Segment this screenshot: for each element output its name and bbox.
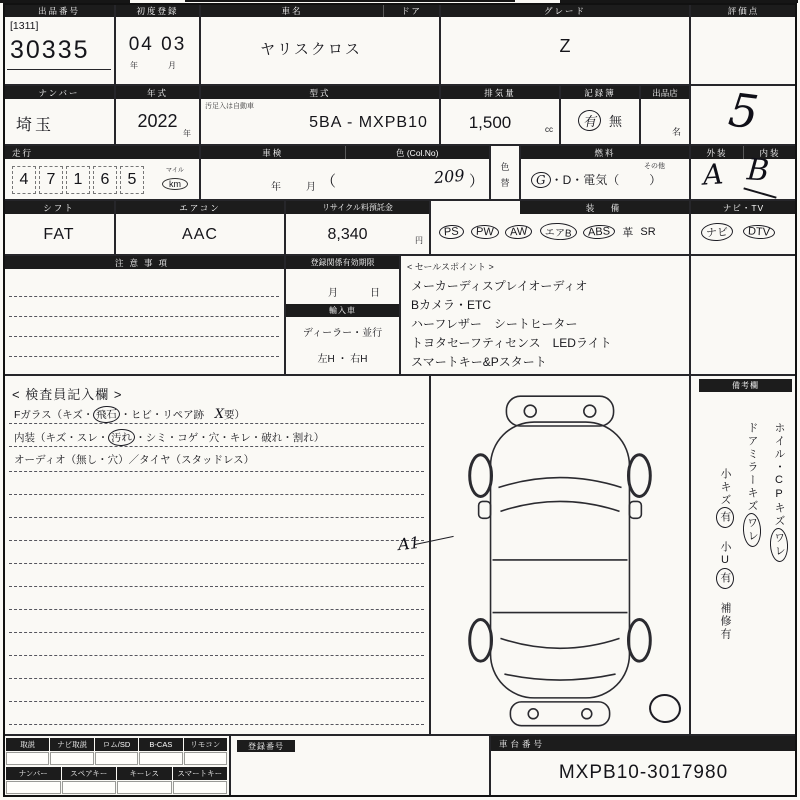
manual-label: 取説 <box>6 738 49 751</box>
model-code-header: 型式 <box>201 86 439 99</box>
front-glass-line <box>14 406 245 423</box>
registration-expiry-cell <box>285 255 400 375</box>
notes-cell <box>3 255 285 375</box>
value-box <box>6 752 49 765</box>
shop-header: 出品店 <box>641 86 689 99</box>
remark-present-circled: 有 <box>715 568 734 590</box>
record-no: 無 <box>609 114 623 129</box>
value-box <box>139 752 182 765</box>
sales-point: Bカメラ・ETC <box>411 298 492 312</box>
dashed-line <box>9 471 424 472</box>
smart-key-label: スマートキー <box>173 767 228 780</box>
dashed-line <box>9 655 424 656</box>
first-registration-header: 初度登録 <box>116 4 199 17</box>
dashed-line <box>9 296 279 297</box>
exterior-grade-hand: A <box>701 157 725 192</box>
dashed-line <box>9 494 424 495</box>
import-car-header: 輸入車 <box>286 304 399 317</box>
rom-sd-label: ロム/SD <box>95 738 138 751</box>
dashed-line <box>9 632 424 633</box>
dashed-line <box>9 586 424 587</box>
notes-header: 注意事項 <box>4 256 284 269</box>
spare-key-label: スペアキー <box>62 767 117 780</box>
equipment-navi: ナビ <box>701 222 734 242</box>
inspection-header: 車検 <box>262 147 284 158</box>
accessories-grid-cell <box>3 735 230 797</box>
value-box <box>184 752 227 765</box>
sales-point: トヨタセーフティセンス LEDライト <box>411 336 612 350</box>
model-code-value: 5BA - MXPB10 <box>309 114 428 131</box>
grade-cell <box>440 3 690 85</box>
mileage-digit: 4 <box>12 166 36 194</box>
inspection-month-label: 月 <box>306 182 316 193</box>
recycle-fee-header: リサイクル料預託金 <box>286 201 429 214</box>
color-change-char1: 色 <box>500 162 510 172</box>
car-top-view-diagram <box>431 376 689 734</box>
bcas-label: B-CAS <box>139 738 182 751</box>
equipment-leather: 革 <box>622 226 634 239</box>
nav-manual-label: ナビ取説 <box>50 738 93 751</box>
recycle-fee-cell <box>285 200 430 255</box>
km-label: km <box>162 178 188 190</box>
mileage-digit: 1 <box>66 166 90 194</box>
sales-point: スマートキー&Pスタート <box>411 355 547 369</box>
fuel-options <box>531 171 661 188</box>
value-box <box>62 781 117 794</box>
remark-text: 小キズ <box>719 468 731 507</box>
grade-header: グレード <box>441 4 689 17</box>
expiry-day-label: 日 <box>370 288 380 299</box>
equipment-abs: ABS <box>583 224 616 240</box>
chassis-number-value: MXPB10-3017980 <box>558 762 729 783</box>
mileage-digit: 6 <box>93 166 117 194</box>
model-note: 汚足入は自動車 <box>205 103 254 110</box>
displacement-cell <box>440 85 560 145</box>
equipment-airbag: エアB <box>539 222 577 241</box>
handwritten-score: 5 <box>725 82 762 140</box>
mile-label: マイル <box>166 168 184 174</box>
interior-header: 内装 <box>743 146 796 159</box>
car-name-cell <box>200 3 440 85</box>
record-yes-circled: 有 <box>577 109 601 131</box>
hand-stroke <box>743 187 776 198</box>
car-name-header: 車名 <box>281 5 303 16</box>
equipment-cell <box>430 200 690 255</box>
remote-label: リモコン <box>184 738 227 751</box>
aircon-header: エアコン <box>116 201 284 214</box>
remark-line <box>716 422 734 722</box>
fuel-options-text: ・D・電気（ <box>550 173 620 187</box>
plate-label: ナンバー <box>6 767 61 780</box>
color-no-header: 色 (Col.No) <box>345 146 490 159</box>
color-change-char2: 替 <box>500 178 510 188</box>
aircon-value: AAC <box>182 226 218 243</box>
underline <box>7 69 111 70</box>
remark-line <box>770 422 788 722</box>
dashed-line <box>9 517 424 518</box>
chassis-number-cell <box>490 735 797 797</box>
inspection-header-bar <box>201 146 489 159</box>
remarks-vertical-text <box>707 422 788 722</box>
auction-number-cell <box>3 3 115 85</box>
equipment-aw: AW <box>505 224 533 239</box>
remark-text: 補修有 <box>719 589 731 641</box>
interior-line <box>14 429 324 446</box>
shift-cell <box>3 200 115 255</box>
dashed-line <box>9 446 424 447</box>
audio-tire-line: オーディオ（無し・穴）／タイヤ（スタッドレス） <box>14 454 255 466</box>
recycle-fee-value: 8,340 <box>327 226 368 243</box>
accessories-row2-values <box>6 781 227 794</box>
grade-value: Z <box>559 36 571 56</box>
remark-text: 小U <box>719 528 731 568</box>
fuel-close-paren: ） <box>649 173 662 187</box>
first-reg-year-unit: 年 <box>130 61 138 70</box>
car-name: ヤリスクロス <box>260 41 362 58</box>
mileage-cell <box>3 145 200 200</box>
first-registration-cell <box>115 3 200 85</box>
equipment-nav-cell <box>690 200 797 255</box>
km-badge <box>156 165 194 192</box>
door-header: ドア <box>383 4 439 17</box>
remark-crack-circled: ワレ <box>742 513 762 548</box>
glass-text-post: 要） <box>223 409 245 421</box>
dashed-line <box>9 701 424 702</box>
value-box <box>50 752 93 765</box>
displacement-header: 排気量 <box>441 86 559 99</box>
fuel-gasoline-circled: G <box>531 171 551 188</box>
glass-x-mark: X <box>214 407 224 422</box>
color-change-cell <box>490 145 520 200</box>
shift-value: FAT <box>43 226 75 243</box>
mileage-header: 走行 <box>4 146 199 159</box>
registration-number-cell <box>230 735 490 797</box>
glass-text-pre: Fガラス（キズ・ <box>14 409 94 421</box>
equipment-sr: SR <box>640 225 656 238</box>
dashed-line <box>9 678 424 679</box>
equipment-ps: PS <box>439 224 464 239</box>
dashed-line <box>9 540 424 541</box>
remark-present-circled: 有 <box>715 507 734 529</box>
remark-line <box>743 422 761 722</box>
score-header: 評価点 <box>691 4 796 17</box>
keyless-label: キーレス <box>117 767 172 780</box>
first-reg-month-unit: 月 <box>168 61 176 70</box>
dashed-line <box>9 724 424 725</box>
exterior-header: 外装 <box>706 147 728 158</box>
dashed-line <box>9 563 424 564</box>
accessories-row2-labels <box>6 767 227 780</box>
value-box <box>173 781 228 794</box>
remarks-cell <box>690 375 797 735</box>
paren-close: ） <box>469 173 485 190</box>
model-year-header: 年式 <box>116 86 199 99</box>
shop-name-suffix: 名 <box>671 127 681 137</box>
equipment-pw: PW <box>470 224 498 239</box>
mileage-digits <box>12 166 147 194</box>
region-cell <box>3 85 115 145</box>
dashed-line <box>9 356 279 357</box>
shift-header: シフト <box>4 201 114 214</box>
damage-code-a1: A1 <box>397 532 421 555</box>
scan-artifact <box>185 0 515 2</box>
inspection-cell <box>200 145 490 200</box>
auction-number: 30335 <box>10 36 90 64</box>
interior-dirt-circled: 汚れ <box>108 428 136 446</box>
model-year-value: 2022 <box>137 111 178 131</box>
mileage-digit: 7 <box>39 166 63 194</box>
aircon-cell <box>115 200 285 255</box>
fuel-other-label: その他 <box>644 163 665 170</box>
shop-name-cell <box>640 85 690 145</box>
inspector-title: < 検査員記入欄 > <box>12 387 123 402</box>
handwritten-inspection: 209 <box>433 165 466 188</box>
expiry-month-label: 月 <box>328 288 338 299</box>
equipment-items <box>439 223 687 240</box>
interior-text-pre: 内装（キズ・スレ・ <box>14 432 109 444</box>
model-year-cell <box>115 85 200 145</box>
yen-unit: 円 <box>415 236 423 245</box>
service-record-options <box>561 110 639 131</box>
model-year-unit: 年 <box>183 129 191 138</box>
fuel-header: 燃料 <box>521 146 689 159</box>
dashed-line <box>9 423 424 424</box>
mileage-digit: 5 <box>120 166 144 194</box>
remark-text: ドアミラーキズ <box>746 422 758 513</box>
cc-unit: cc <box>545 125 553 134</box>
import-options: ディーラー・並行 <box>302 328 383 339</box>
grade-letters-cell <box>690 145 797 200</box>
registration-number-header: 登録番号 <box>237 740 295 752</box>
region-header: ナンバー <box>4 86 114 99</box>
service-record-cell <box>560 85 640 145</box>
lot-bracket-number: [1311] <box>10 20 39 32</box>
inspection-year-label: 年 <box>271 182 281 193</box>
equipment-nav-header: ナビ・TV <box>691 201 796 214</box>
model-code-cell <box>200 85 440 145</box>
inspector-notes-cell <box>3 375 430 735</box>
displacement-value: 1,500 <box>468 113 512 132</box>
score-value-cell <box>690 82 797 145</box>
value-box <box>117 781 172 794</box>
service-record-header: 記録簿 <box>561 86 639 99</box>
first-reg-month: 03 <box>161 34 187 55</box>
dashed-line <box>9 316 279 317</box>
sales-points-cell <box>400 255 690 375</box>
value-box <box>6 781 61 794</box>
registration-expiry-header: 登録関係有効期限 <box>286 256 399 269</box>
equipment-dtv: DTV <box>743 224 776 240</box>
sales-point: ハーフレザー シートヒーター <box>411 317 578 331</box>
dashed-line <box>9 336 279 337</box>
interior-grade-hand: B <box>745 152 771 189</box>
value-box <box>95 752 138 765</box>
region-value: 埼玉 <box>16 117 55 134</box>
right-blank-cell <box>690 255 797 375</box>
equipment-header: 装 備 <box>520 201 689 214</box>
dashed-line <box>9 609 424 610</box>
chassis-number-header: 車台番号 <box>491 736 796 751</box>
accessories-row1-labels <box>6 738 227 751</box>
equipment-nav-items <box>701 223 775 241</box>
paren-open: （ <box>321 173 337 190</box>
glass-text-mid: ・ヒビ・リペア跡 <box>120 409 215 421</box>
remark-crack-circled: ワレ <box>769 528 789 563</box>
fuel-cell <box>520 145 690 200</box>
sales-point: メーカーディスプレイオーディオ <box>411 279 588 293</box>
sales-points-list <box>411 277 612 372</box>
accessories-row1-values <box>6 752 227 765</box>
remarks-header: 備考欄 <box>699 379 792 392</box>
remark-text: ホイル・CPキズ <box>773 422 785 528</box>
car-name-header-bar <box>201 4 439 17</box>
auction-number-header: 出品番号 <box>4 4 114 17</box>
score-cell <box>690 3 797 85</box>
car-diagram-cell <box>430 375 690 735</box>
sales-points-title: < セールスポイント > <box>407 262 494 272</box>
interior-text-post: ・シミ・コゲ・穴・キレ・破れ・割れ） <box>135 432 325 444</box>
first-registration-value <box>116 34 199 56</box>
handle-options: 左H ・ 右H <box>317 354 368 365</box>
first-reg-year: 04 <box>128 34 154 55</box>
glass-stone-chip-circled: 飛石 <box>93 405 121 423</box>
grade-letters-header-bar <box>691 146 796 159</box>
